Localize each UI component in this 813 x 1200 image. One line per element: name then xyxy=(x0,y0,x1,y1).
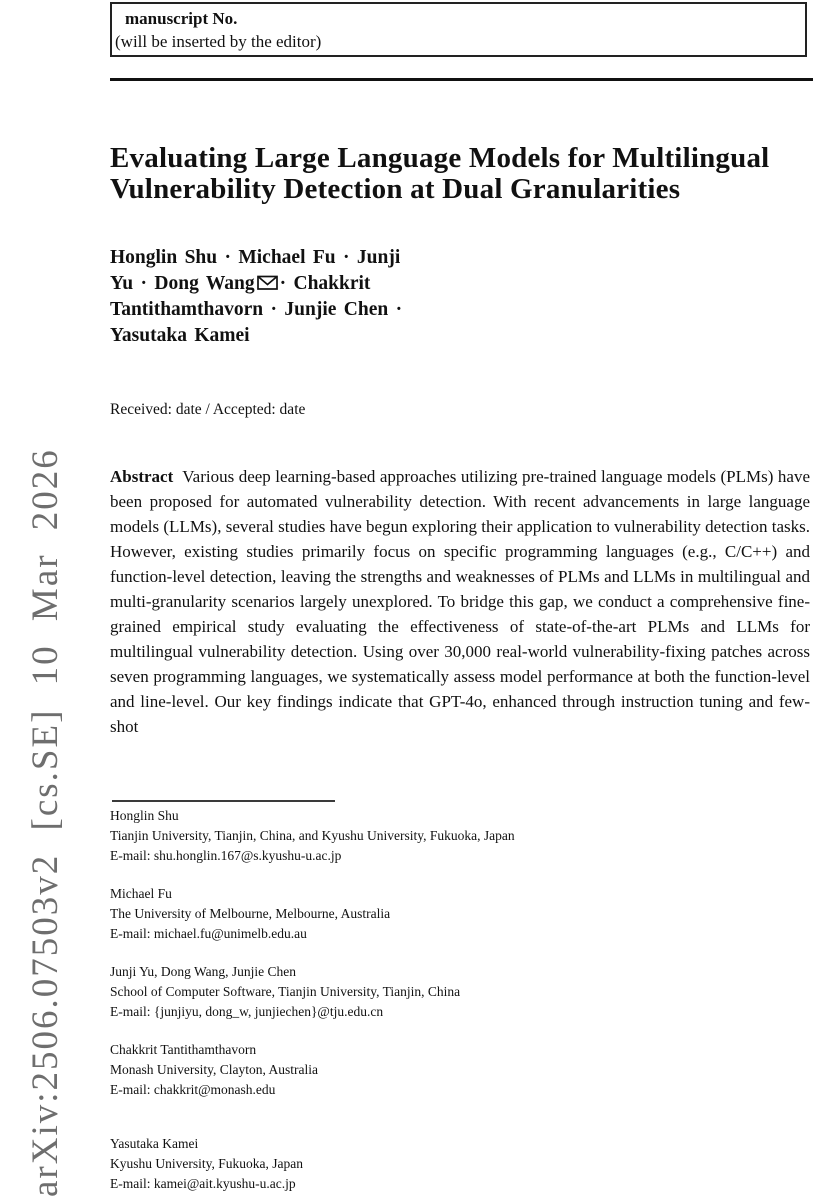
footnote-affiliation: Tianjin University, Tianjin, China, and Kyushu University, Fukuoka, Japan xyxy=(110,828,515,843)
footnote-rule xyxy=(112,800,335,802)
footnote-affiliation: School of Computer Software, Tianjin University, Tianjin, China xyxy=(110,984,461,999)
paper-title-line1: Evaluating Large Language Models for Multilingual xyxy=(110,142,770,174)
author-line: Yu · Dong Wang · Chakkrit xyxy=(110,271,530,298)
footnote-block xyxy=(110,806,810,866)
abstract-label: Abstract xyxy=(110,467,174,486)
author-line: Tantithamthavorn · Junjie Chen · xyxy=(110,299,403,320)
footnote-email: E-mail: michael.fu@unimelb.edu.au xyxy=(110,926,307,941)
journal-header-box xyxy=(110,2,807,57)
author-list xyxy=(110,245,530,348)
footnote-affiliation: The University of Melbourne, Melbourne, Australia xyxy=(110,906,391,921)
arxiv-watermark: arXiv:2506.07503v2 [cs.SE] 10 Mar 2026 xyxy=(25,448,66,1197)
abstract-body: Various deep learning-based approaches utilizing pre-trained language models (PLMs) have been proposed for automated vulnerability detection. With recent advancements in large language models (LLMs), several studies have begun exploring their application to vulnerability detection tasks. However, existing studies primarily focus on specific programming languages (e.g., C/C++) and function-level detection, leaving the strengths and weaknesses of PLMs and LLMs in multilingual and multi-granularity scenarios largely unexplored. To bridge this gap, we conduct a comprehensive fine-grained empirical study evaluating the effectiveness of state-of-the-art PLMs and LLMs for multilingual vulnerability detection. Using over 30,000 real-world vulnerability-fixing patches across seven programming languages, we systematically assess model performance at both the function-level and line-level. Our key findings indicate that GPT-4o, enhanced through instruction tuning and few-shot xyxy=(110,467,810,736)
journal-header-line1: manuscript No. xyxy=(125,9,238,28)
author-line: Yasutaka Kamei xyxy=(110,324,250,346)
footnote-author-name: Michael Fu xyxy=(110,886,172,901)
received-accepted: Received: date / Accepted: date xyxy=(110,401,306,418)
footnote-block xyxy=(110,884,810,944)
author-footnotes xyxy=(110,806,810,1200)
journal-header-line2: (will be inserted by the editor) xyxy=(115,32,322,51)
footnote-email: E-mail: kamei@ait.kyushu-u.ac.jp xyxy=(110,1176,296,1191)
paper-title xyxy=(110,143,813,205)
abstract xyxy=(110,464,810,796)
header-rule xyxy=(110,78,813,81)
footnote-author-name: Chakkrit Tantithamthavorn xyxy=(110,1042,257,1057)
footnote-email: E-mail: chakkrit@monash.edu xyxy=(110,1082,276,1097)
footnote-block xyxy=(110,962,810,1022)
footnote-affiliation: Monash University, Clayton, Australia xyxy=(110,1062,318,1077)
footnote-author-name: Honglin Shu xyxy=(110,808,179,823)
footnote-email: E-mail: {junjiyu, dong_w, junjiechen}@tju.edu.cn xyxy=(110,1004,384,1019)
footnote-block xyxy=(110,1040,810,1100)
footnote-affiliation: Kyushu University, Fukuoka, Japan xyxy=(110,1156,303,1171)
author-line: Honglin Shu · Michael Fu · Junji xyxy=(110,247,401,268)
paper-title-line2: Vulnerability Detection at Dual Granularities xyxy=(110,173,681,205)
footnote-author-name: Junji Yu, Dong Wang, Junjie Chen xyxy=(110,964,297,979)
envelope-icon xyxy=(257,272,278,298)
footnote-email: E-mail: shu.honglin.167@s.kyushu-u.ac.jp xyxy=(110,848,342,863)
footnote-author-name: Yasutaka Kamei xyxy=(110,1136,199,1151)
footnote-block xyxy=(110,1134,810,1194)
